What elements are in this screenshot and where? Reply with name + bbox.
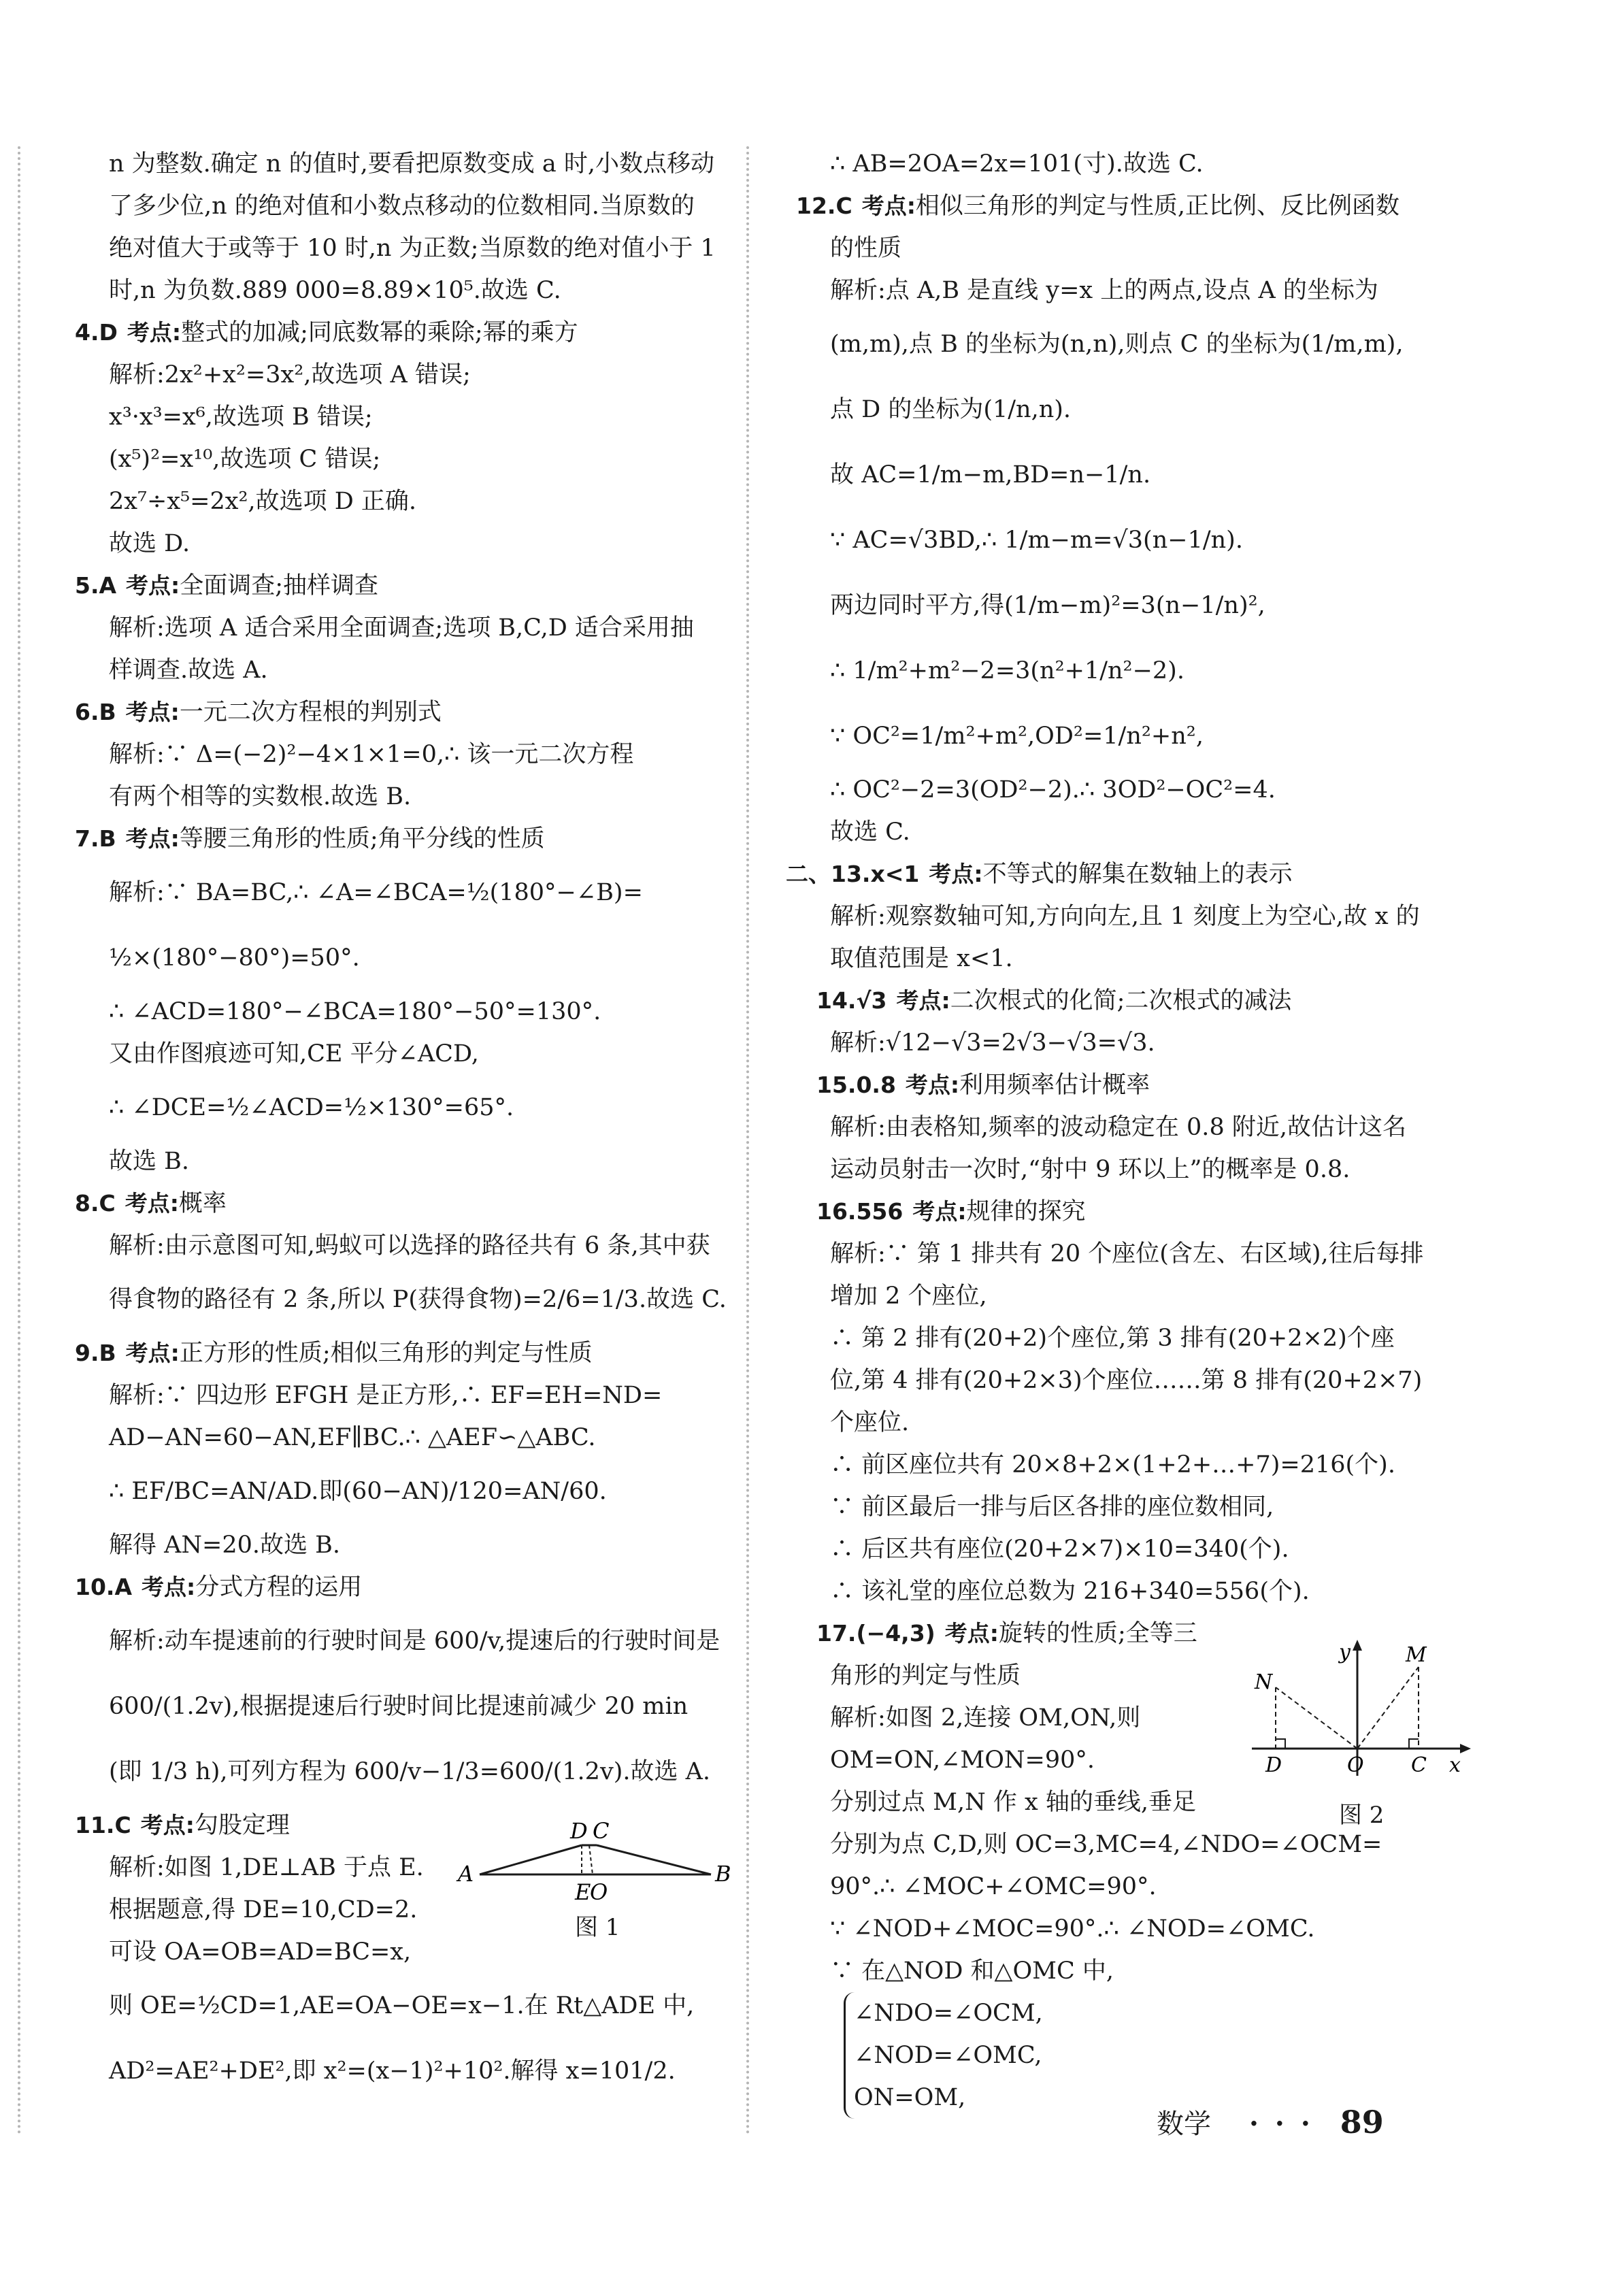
point-c-label: C (1411, 1753, 1427, 1777)
text-line: 则 OE=½CD=1,AE=OA−OE=x−1.在 Rt△ADE 中, (109, 1992, 695, 2019)
footer-dots: ··· (1249, 2108, 1327, 2140)
text-line: 解得 AN=20.故选 B. (109, 1532, 340, 1559)
text-line: ON=OM, (854, 2084, 966, 2111)
text-line: 绝对值大于或等于 10 时,n 为正数;当原数的绝对值小于 1 (109, 235, 716, 262)
text-line: 时,n 为负数.889 000=8.89×10⁵.故选 C. (109, 277, 561, 304)
text-line: AD²=AE²+DE²,即 x²=(x−1)²+10².解得 x=101/2. (109, 2057, 676, 2085)
text-line: 增加 2 个座位, (830, 1283, 987, 1310)
text-line: 解析:√12−√3=2√3−√3=√3. (830, 1029, 1155, 1057)
equation-system (844, 1992, 1544, 2119)
y-axis-label: y (1339, 1640, 1350, 1664)
text-line: ½×(180°−80°)=50°. (109, 944, 360, 972)
answer-10: 10.A 考点:分式方程的运用 (75, 1574, 363, 1601)
text-line: ∵ 前区最后一排与后区各排的座位数相同, (830, 1493, 1274, 1521)
text-line: ∴ 第 2 排有(20+2)个座位,第 3 排有(20+2×2)个座 (830, 1325, 1395, 1352)
text-line: 解析:如图 2,连接 OM,ON,则 (830, 1704, 1141, 1732)
text-line: ∵ 在△NOD 和△OMC 中, (830, 1957, 1114, 1985)
answer-12: 12.C 考点:相似三角形的判定与性质,正比例、反比例函数 (796, 193, 1400, 220)
figure-2-caption: 图 2 (1339, 1802, 1385, 1829)
answer-8: 8.C 考点:概率 (75, 1190, 227, 1217)
text-line: 角形的判定与性质 (830, 1662, 1021, 1689)
text-line: AD−AN=60−AN,EF∥BC.∴ △AEF∽△ABC. (109, 1424, 596, 1451)
subject-label: 数学 (1157, 2109, 1211, 2140)
figure-1-diagram (452, 1810, 731, 1905)
segment-om (1357, 1667, 1419, 1749)
point-m-label: M (1406, 1643, 1427, 1667)
page-number: 89 (1340, 2104, 1384, 2140)
text-line: 故选 C. (830, 818, 910, 846)
text-line: ∴ ∠DCE=½∠ACD=½×130°=65°. (109, 1094, 514, 1121)
right-angle-c (1409, 1739, 1419, 1749)
text-line: 解析:选项 A 适合采用全面调查;选项 B,C,D 适合采用抽 (109, 614, 694, 642)
x-axis-label: x (1449, 1753, 1461, 1777)
answer-13: 二、13.x<1 考点:不等式的解集在数轴上的表示 (786, 861, 1293, 888)
text-line: ∵ OC²=1/m²+m²,OD²=1/n²+n², (830, 723, 1204, 750)
text-line: ∠NOD=∠OMC, (854, 2042, 1042, 2069)
text-line: ∴ AB=2OA=2x=101(寸).故选 C. (830, 150, 1204, 178)
answer-9: 9.B 考点:正方形的性质;相似三角形的判定与性质 (75, 1340, 593, 1367)
text-line: ∵ AC=√3BD,∴ 1/m−m=√3(n−1/n). (830, 527, 1243, 554)
cut-line-left (18, 146, 20, 2136)
text-line: 解析:如图 1,DE⊥AB 于点 E. (109, 1854, 424, 1881)
text-line: 根据题意,得 DE=10,CD=2. (109, 1896, 418, 1923)
answer-6: 6.B 考点:一元二次方程根的判别式 (75, 699, 442, 726)
text-line: (即 1/3 h),可列方程为 600/v−1/3=600/(1.2v).故选 A. (109, 1758, 711, 1785)
figure-2 (1245, 1633, 1476, 1789)
x-axis-arrow (1460, 1744, 1471, 1753)
text-line: ∠NDO=∠OCM, (854, 2000, 1043, 2027)
text-line: 点 D 的坐标为(1/n,n). (830, 396, 1072, 423)
text-line: ∴ 后区共有座位(20+2×7)×10=340(个). (830, 1536, 1289, 1563)
point-a-label: A (458, 1861, 474, 1887)
text-line: ∴ EF/BC=AN/AD.即(60−AN)/120=AN/60. (109, 1478, 607, 1505)
figure-1 (452, 1810, 731, 1905)
text-line: x³·x³=x⁶,故选项 B 错误; (109, 403, 373, 431)
text-line: 故选 B. (109, 1148, 189, 1175)
text-line: 解析:由表格知,频率的波动稳定在 0.8 附近,故估计这名 (830, 1114, 1406, 1141)
answer-11: 11.C 考点:勾股定理 (75, 1812, 290, 1839)
text-line: ∴ 前区座位共有 20×8+2×(1+2+…+7)=216(个). (830, 1451, 1395, 1478)
answer-17: 17.(−4,3) 考点:旋转的性质;全等三 (816, 1620, 1197, 1647)
point-b-label: B (715, 1861, 731, 1887)
text-line: 解析:观察数轴可知,方向向左,且 1 刻度上为空心,故 x 的 (830, 903, 1420, 930)
text-line: ∴ OC²−2=3(OD²−2).∴ 3OD²−OC²=4. (830, 776, 1276, 804)
text-line: 解析:2x²+x²=3x²,故选项 A 错误; (109, 361, 471, 388)
point-o-label: O (1347, 1753, 1364, 1777)
answer-14: 14.√3 考点:二次根式的化简;二次根式的减法 (816, 987, 1292, 1014)
right-column (786, 143, 1544, 2119)
text-line: 样调查.故选 A. (109, 657, 268, 684)
text-line: 90°.∴ ∠MOC+∠OMC=90°. (830, 1873, 1157, 1900)
text-line: 故 AC=1/m−m,BD=n−1/n. (830, 461, 1151, 489)
text-line: 可设 OA=OB=AD=BC=x, (109, 1938, 412, 1966)
text-line: (x⁵)²=x¹⁰,故选项 C 错误; (109, 446, 381, 473)
text-line: 两边同时平方,得(1/m−m)²=3(n−1/n)², (830, 592, 1265, 619)
text-line: ∵ ∠NOD+∠MOC=90°.∴ ∠NOD=∠OMC. (830, 1915, 1315, 1942)
text-line: 取值范围是 x<1. (830, 945, 1013, 972)
y-axis-arrow (1353, 1640, 1362, 1651)
text-line: 了多少位,n 的绝对值和小数点移动的位数相同.当原数的 (109, 193, 695, 220)
text-line: 的性质 (830, 235, 902, 262)
point-d-label: D (1265, 1753, 1282, 1777)
point-e-label: E (575, 1879, 591, 1905)
text-line: 分别过点 M,N 作 x 轴的垂线,垂足 (830, 1789, 1196, 1816)
text-line: 位,第 4 排有(20+2×3)个座位……第 8 排有(20+2×7) (830, 1367, 1423, 1394)
segment-ad (480, 1845, 582, 1874)
point-d-label: D (570, 1818, 588, 1844)
right-angle-d (1276, 1739, 1285, 1749)
text-line: 又由作图痕迹可知,CE 平分∠ACD, (109, 1040, 479, 1068)
text-line: 解析:∵ Δ=(−2)²−4×1×1=0,∴ 该一元二次方程 (109, 741, 634, 768)
text-line: 解析:由示意图可知,蚂蚁可以选择的路径共有 6 条,其中获 (109, 1232, 710, 1259)
answer-7: 7.B 考点:等腰三角形的性质;角平分线的性质 (75, 825, 545, 853)
answer-5: 5.A 考点:全面调查;抽样调查 (75, 572, 379, 599)
text-line: 600/(1.2v),根据提速后行驶时间比提速前减少 20 min (109, 1693, 689, 1720)
text-line: 2x⁷÷x⁵=2x²,故选项 D 正确. (109, 488, 417, 515)
column-divider (746, 146, 749, 2136)
segment-mid (589, 1845, 593, 1874)
answer-4: 4.D 考点:整式的加减;同底数幂的乘除;幂的乘方 (75, 319, 578, 346)
text-line: 个座位. (830, 1409, 910, 1436)
segment-on (1276, 1687, 1357, 1749)
text-line: ∴ ∠ACD=180°−∠BCA=180°−50°=130°. (109, 998, 601, 1025)
answer-15: 15.0.8 考点:利用频率估计概率 (816, 1072, 1150, 1099)
text-line: 有两个相等的实数根.故选 B. (109, 783, 412, 810)
figure-2-diagram (1245, 1633, 1476, 1789)
segment-cb (597, 1845, 711, 1874)
point-n-label: N (1255, 1670, 1273, 1694)
text-line: 解析:∵ 第 1 排共有 20 个座位(含左、右区域),往后每排 (830, 1240, 1424, 1268)
text-line: ∴ 该礼堂的座位总数为 216+340=556(个). (830, 1578, 1310, 1605)
text-line: 解析:动车提速前的行驶时间是 600/v,提速后的行驶时间是 (109, 1627, 720, 1655)
text-line: 分别为点 C,D,则 OC=3,MC=4,∠NDO=∠OCM= (830, 1831, 1382, 1858)
text-line: (m,m),点 B 的坐标为(n,n),则点 C 的坐标为(1/m,m), (830, 331, 1404, 358)
text-line: 运动员射击一次时,“射中 9 环以上”的概率是 0.8. (830, 1156, 1350, 1183)
text-line: 故选 D. (109, 530, 190, 557)
figure-1-caption: 图 1 (575, 1914, 620, 1941)
text-line: OM=ON,∠MON=90°. (830, 1747, 1095, 1774)
text-line: n 为整数.确定 n 的值时,要看把原数变成 a 时,小数点移动 (109, 150, 714, 178)
answer-16: 16.556 考点:规律的探究 (816, 1198, 1086, 1225)
point-o-label: O (590, 1879, 608, 1905)
point-c-label: C (593, 1818, 610, 1844)
text-line: 得食物的路径有 2 条,所以 P(获得食物)=2/6=1/3.故选 C. (109, 1286, 727, 1313)
text-line: ∴ 1/m²+m²−2=3(n²+1/n²−2). (830, 657, 1184, 684)
text-line: 解析:点 A,B 是直线 y=x 上的两点,设点 A 的坐标为 (830, 277, 1378, 304)
text-line: 解析:∵ BA=BC,∴ ∠A=∠BCA=½(180°−∠B)= (109, 879, 643, 906)
page-footer (1157, 2102, 1384, 2141)
text-line: 解析:∵ 四边形 EFGH 是正方形,∴ EF=EH=ND= (109, 1382, 663, 1409)
